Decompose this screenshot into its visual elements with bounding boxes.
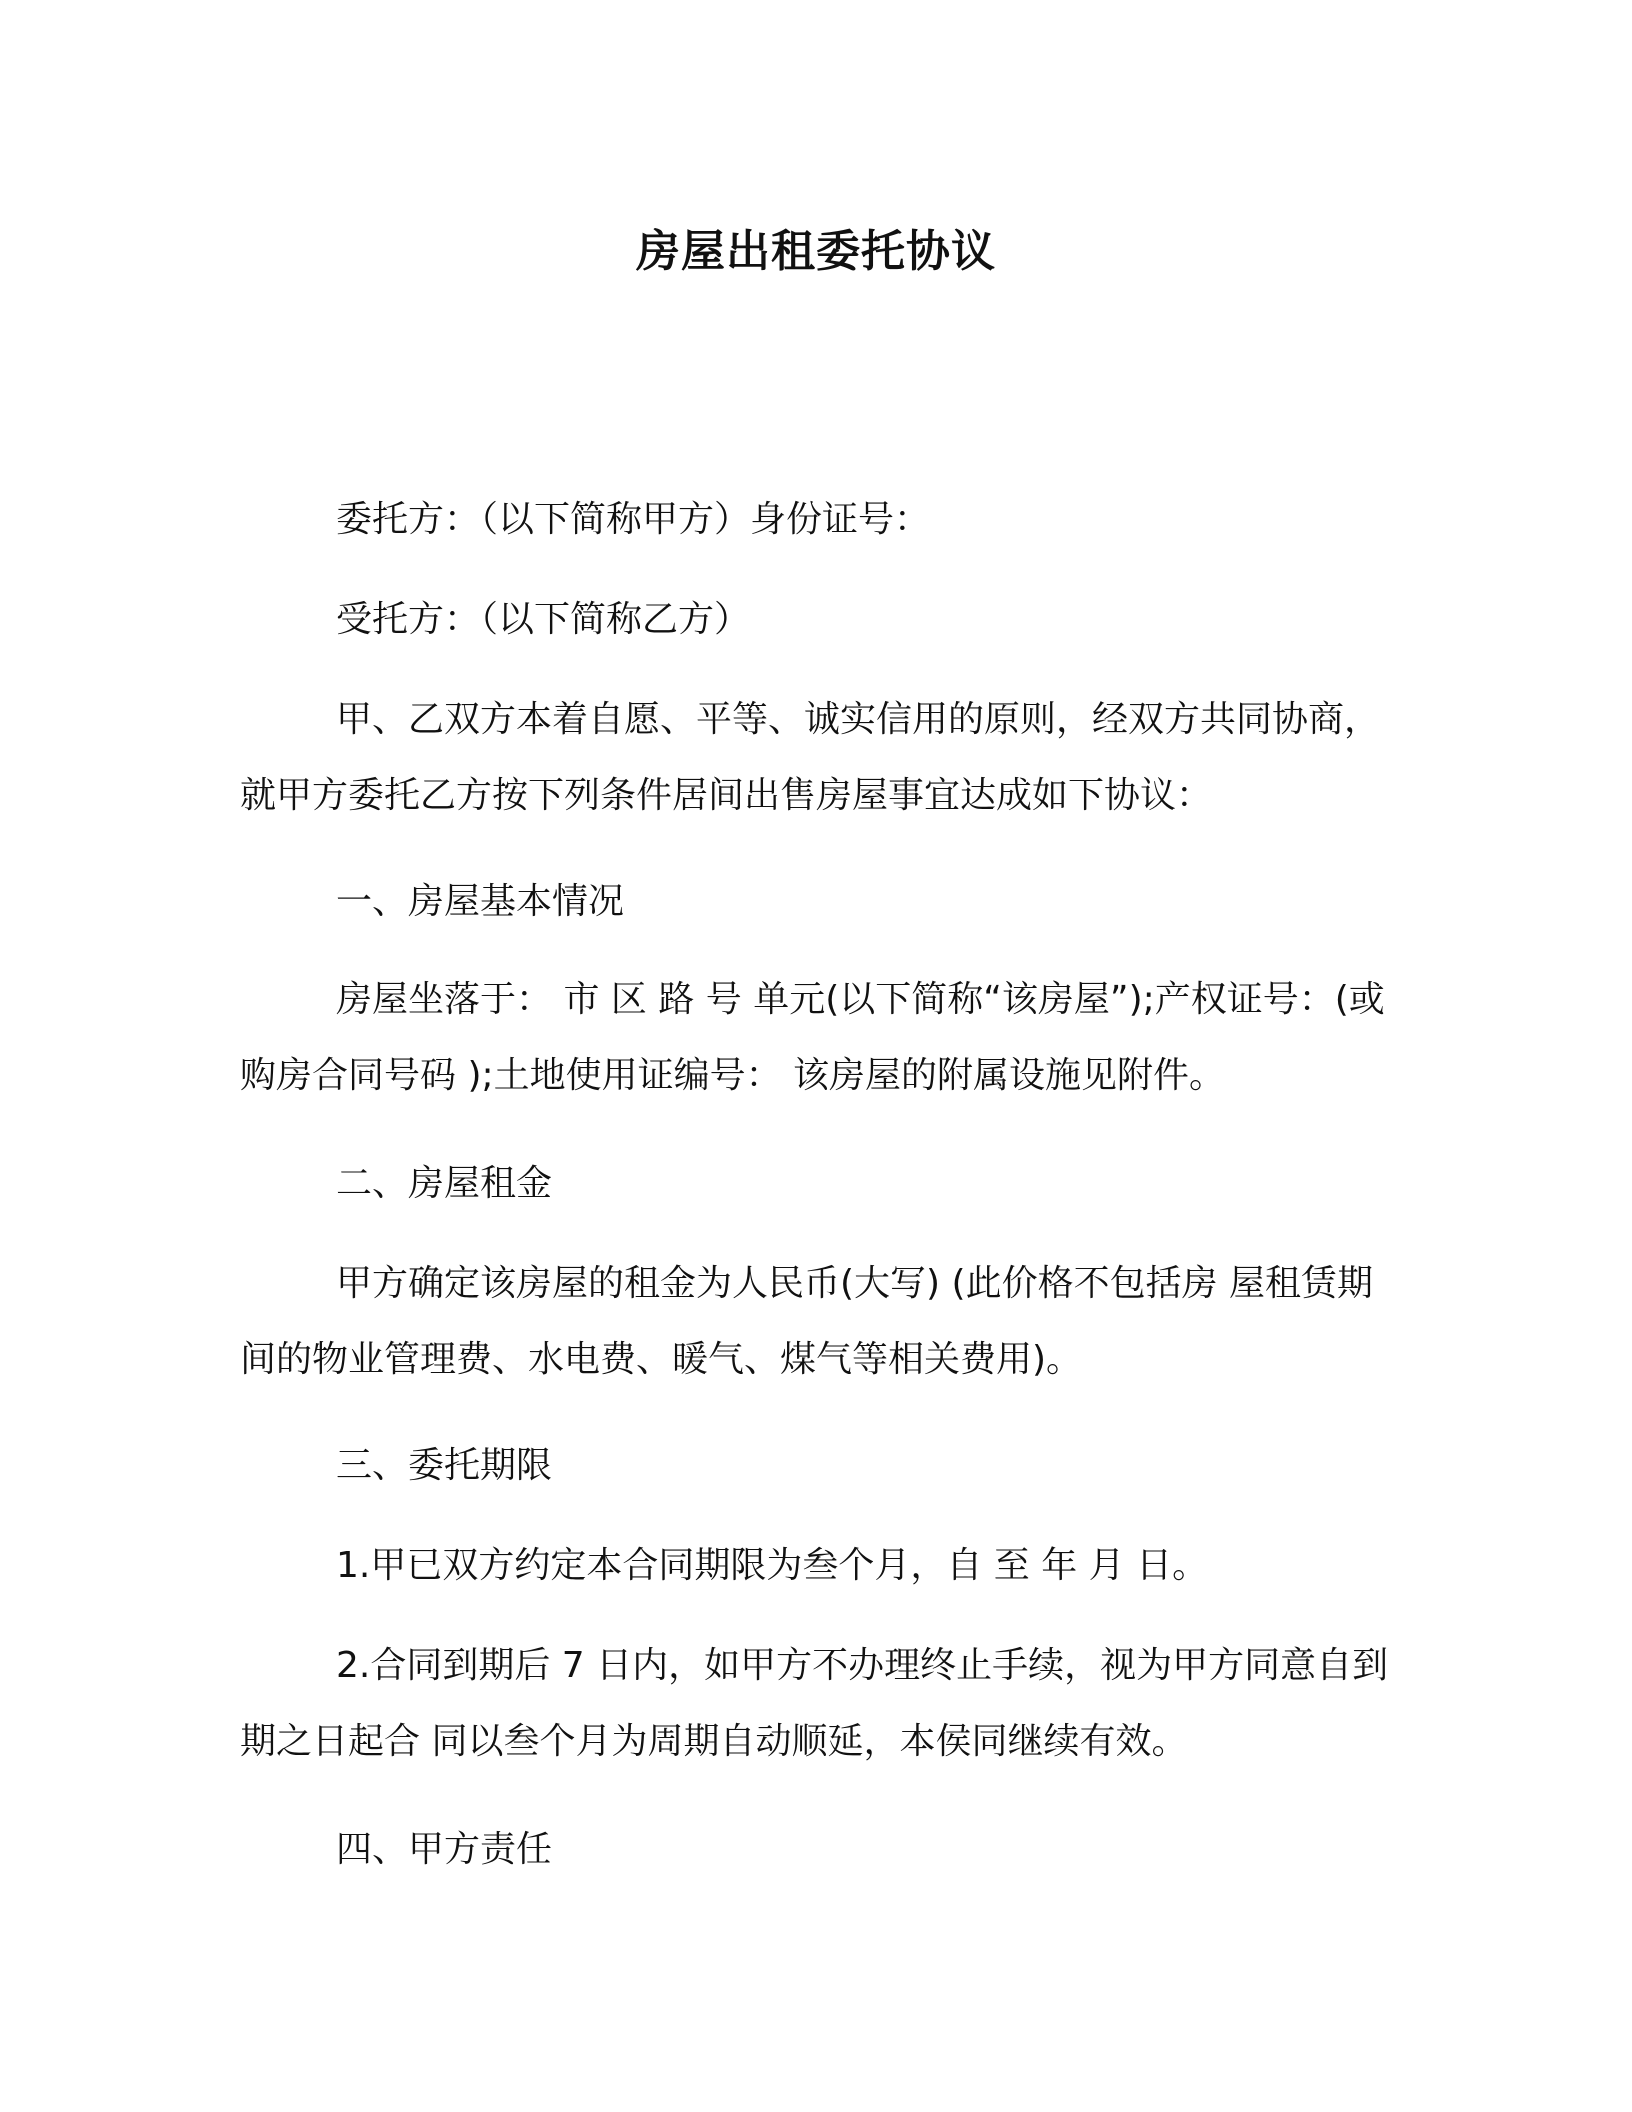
preamble-paragraph: 甲、乙双方本着自愿、平等、诚实信用的原则，经双方共同协商，就甲方委托乙方按下列条件居间出售房屋事宜达成如下协议： [240,699,1381,816]
agent-party-line: 受托方：（以下简称乙方） [336,599,751,640]
section-heading-3: 三、委托期限 [336,1445,553,1486]
term-clause-2: 2.合同到期后 7 日内，如甲方不办理终止手续，视为甲方同意自到期之日起合 同以叁个月为周期自动顺延，本侯同继续有效。 [240,1645,1389,1762]
property-location-paragraph: 房屋坐落于： 市 区 路 号 单元(以下简称“该房屋”);产权证号：(或购房合同号码 );土地使用证编号： 该房屋的附属设施见附件。 [240,979,1385,1096]
section-heading-4: 四、甲方责任 [336,1829,553,1870]
section-heading-1: 一、房屋基本情况 [336,881,625,922]
principal-party-line: 委托方：（以下简称甲方）身份证号： [336,499,931,540]
document-title: 房屋出租委托协议 [636,226,996,277]
rent-paragraph: 甲方确定该房屋的租金为人民币(大写) (此价格不包括房 屋租赁期间的物业管理费、水电费、暖气、煤气等相关费用)。 [240,1263,1374,1380]
section-heading-2: 二、房屋租金 [336,1163,553,1204]
term-clause-1: 1.甲已双方约定本合同期限为叁个月，自 至 年 月 日。 [336,1545,1209,1586]
